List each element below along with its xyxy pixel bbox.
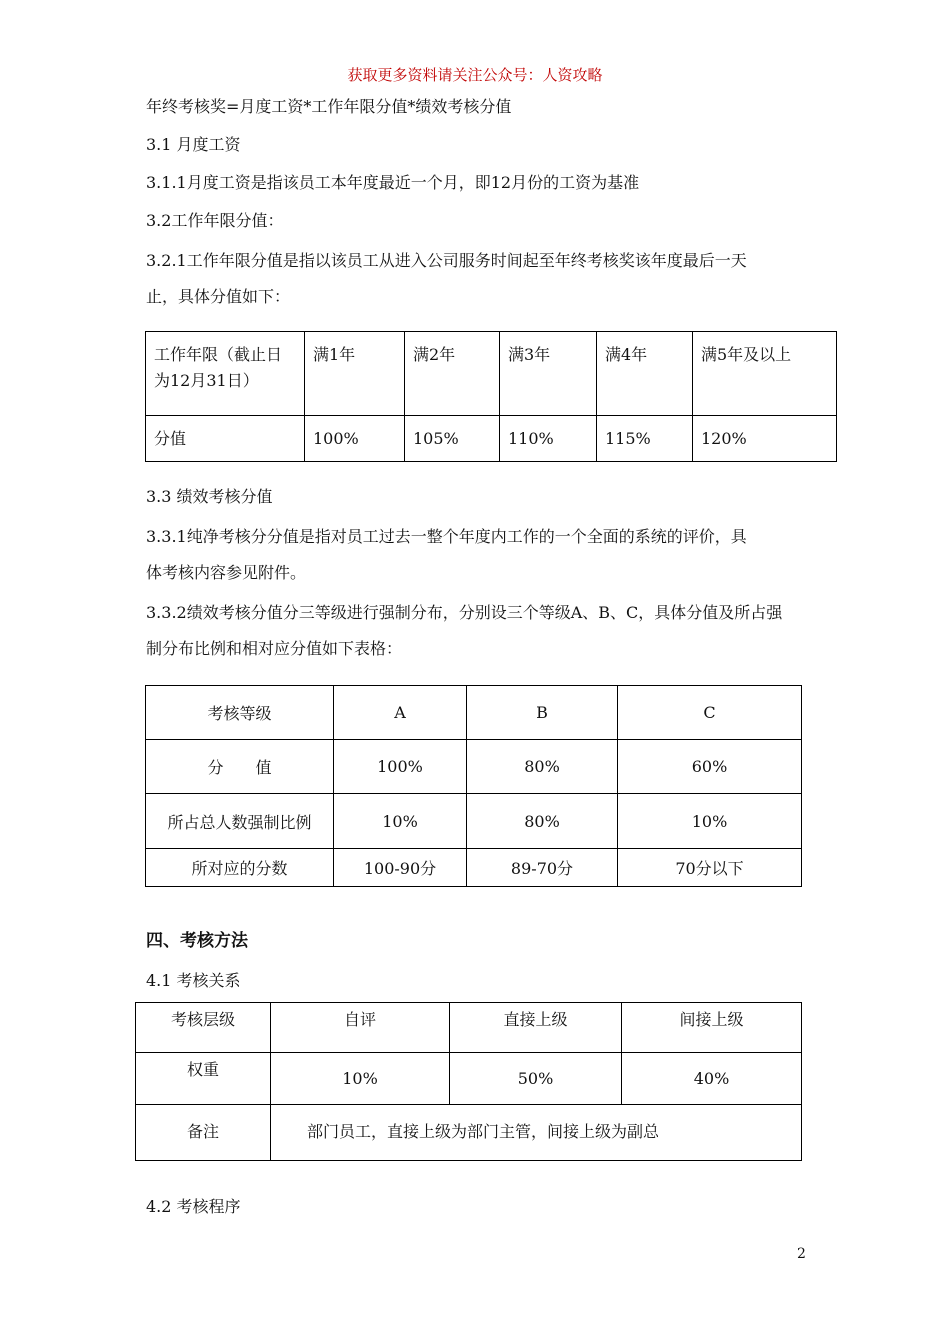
section-4-1-heading: 4.1 考核关系 — [146, 971, 241, 990]
table-row — [136, 1053, 802, 1105]
section-3-3-2-text-line1: 3.3.2绩效考核分值分三等级进行强制分布，分别设三个等级A、B、C，具体分值及所占强 — [146, 603, 783, 622]
table-cell: 105% — [405, 416, 500, 462]
section-3-2-1-text-line1: 3.2.1工作年限分值是指以该员工从进入公司服务时间起至年终考核奖该年度最后一天 — [146, 251, 747, 270]
work-years-header-row — [146, 332, 837, 416]
table-cell: 10% — [271, 1053, 450, 1105]
section-4-title: 四、考核方法 — [146, 931, 248, 951]
table-cell: 满3年 — [500, 332, 597, 416]
table-cell: 考核层级 — [136, 1003, 271, 1053]
section-3-2-heading: 3.2工作年限分值： — [146, 211, 284, 230]
table-cell: A — [334, 686, 467, 740]
table-row — [146, 740, 802, 794]
table-cell: 110% — [500, 416, 597, 462]
table-cell: 89-70分 — [467, 849, 618, 887]
table-row — [146, 794, 802, 849]
grade-table — [145, 685, 802, 887]
work-years-table — [145, 331, 837, 462]
table-cell: C — [618, 686, 802, 740]
section-3-3-2-text-line2: 制分布比例和相对应分值如下表格： — [146, 639, 403, 658]
section-3-3-1-text-line2: 体考核内容参见附件。 — [146, 563, 307, 582]
section-3-1-1-text: 3.1.1月度工资是指该员工本年度最近一个月，即12月份的工资为基准 — [146, 173, 640, 192]
table-cell: 自评 — [271, 1003, 450, 1053]
table-cell: 40% — [622, 1053, 802, 1105]
section-3-3-heading: 3.3 绩效考核分值 — [146, 487, 273, 506]
section-3-2-1-text-line2: 止，具体分值如下： — [146, 287, 291, 306]
table-cell: 满5年及以上 — [693, 332, 837, 416]
page-number: 2 — [797, 1246, 806, 1262]
formula-text: 年终考核奖=月度工资*工作年限分值*绩效考核分值 — [146, 97, 512, 116]
table-row — [146, 686, 802, 740]
table-cell: 100-90分 — [334, 849, 467, 887]
table-cell: 所占总人数强制比例 — [146, 794, 334, 849]
table-cell: 满1年 — [305, 332, 405, 416]
table-row — [136, 1105, 802, 1161]
table-cell: 70分以下 — [618, 849, 802, 887]
table-cell: 115% — [597, 416, 693, 462]
table-cell: 分值 — [146, 416, 305, 462]
table-cell: 100% — [334, 740, 467, 794]
relations-table — [135, 1002, 802, 1161]
table-cell: B — [467, 686, 618, 740]
table-cell: 120% — [693, 416, 837, 462]
table-cell: 工作年限（截止日为12月31日） — [146, 332, 305, 416]
table-cell: 10% — [334, 794, 467, 849]
section-4-2-heading: 4.2 考核程序 — [146, 1197, 241, 1216]
table-cell: 所对应的分数 — [146, 849, 334, 887]
table-cell: 直接上级 — [450, 1003, 622, 1053]
table-cell: 间接上级 — [622, 1003, 802, 1053]
table-cell: 分 值 — [146, 740, 334, 794]
table-cell: 满4年 — [597, 332, 693, 416]
work-years-score-row — [146, 416, 837, 462]
table-cell: 100% — [305, 416, 405, 462]
table-cell: 80% — [467, 794, 618, 849]
table-row — [146, 849, 802, 887]
table-cell: 部门员工，直接上级为部门主管，间接上级为副总 — [271, 1105, 802, 1161]
table-cell: 满2年 — [405, 332, 500, 416]
table-cell: 50% — [450, 1053, 622, 1105]
header-notice: 获取更多资料请关注公众号：人资攻略 — [347, 66, 603, 84]
table-cell: 10% — [618, 794, 802, 849]
table-cell: 60% — [618, 740, 802, 794]
section-3-1-heading: 3.1 月度工资 — [146, 135, 241, 154]
table-row — [136, 1003, 802, 1053]
section-3-3-1-text-line1: 3.3.1纯净考核分分值是指对员工过去一整个年度内工作的一个全面的系统的评价，具 — [146, 527, 747, 546]
table-cell: 考核等级 — [146, 686, 334, 740]
table-cell: 权重 — [136, 1053, 271, 1105]
table-cell: 备注 — [136, 1105, 271, 1161]
table-cell: 80% — [467, 740, 618, 794]
